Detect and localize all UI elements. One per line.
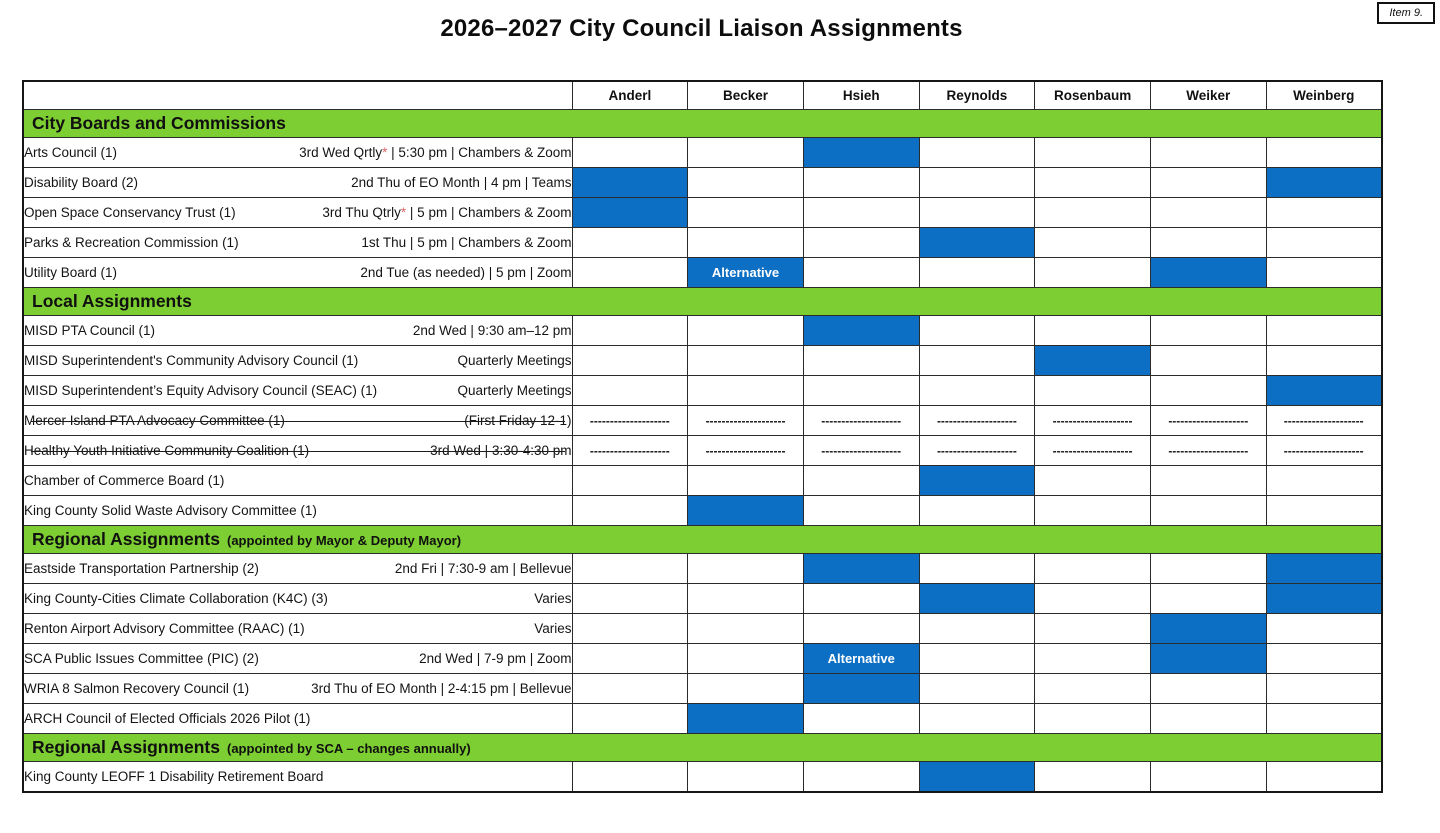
section-header	[23, 110, 1382, 138]
row-label-cell	[23, 466, 572, 496]
row-label-cell	[23, 228, 572, 258]
assignment-cell-rosenbaum	[1035, 406, 1151, 436]
vacated-dashes: --------------------	[936, 443, 1017, 458]
assignment-cell-anderl	[572, 138, 688, 168]
assignment-cell-anderl	[572, 376, 688, 406]
assignment-cell-becker	[688, 198, 804, 228]
assignment-cell-rosenbaum	[1035, 316, 1151, 346]
assignment-cell-weiker	[1150, 496, 1266, 526]
assignment-cell-weinberg	[1266, 168, 1382, 198]
assignment-cell-becker	[688, 614, 804, 644]
assignment-cell-hsieh	[803, 466, 919, 496]
row-name: WRIA 8 Salmon Recovery Council (1)	[24, 681, 250, 696]
table-row	[23, 258, 1382, 288]
section-title: Local Assignments	[32, 291, 192, 311]
vacated-dashes: --------------------	[589, 413, 670, 428]
assignment-cell-reynolds	[919, 168, 1035, 198]
section-header-row	[23, 734, 1382, 762]
assignment-cell-becker	[688, 644, 804, 674]
row-label-cell	[23, 198, 572, 228]
row-name: Utility Board (1)	[24, 265, 118, 280]
vacated-dashes: --------------------	[821, 413, 902, 428]
assignment-cell-reynolds	[919, 436, 1035, 466]
table-row	[23, 436, 1382, 466]
assignment-cell-weiker	[1150, 316, 1266, 346]
row-label-cell	[23, 704, 572, 734]
vacated-dashes: --------------------	[1283, 413, 1364, 428]
assignment-cell-rosenbaum	[1035, 704, 1151, 734]
row-label-cell	[23, 316, 572, 346]
row-schedule: 2nd Wed | 7-9 pm | Zoom	[419, 651, 572, 666]
assignment-cell-weinberg	[1266, 258, 1382, 288]
column-header-weiker: Weiker	[1150, 81, 1266, 110]
table-row	[23, 316, 1382, 346]
assignment-cell-reynolds	[919, 346, 1035, 376]
assignment-cell-reynolds	[919, 138, 1035, 168]
row-name: ARCH Council of Elected Officials 2026 Pilot (1)	[24, 711, 311, 726]
assignment-cell-hsieh	[803, 436, 919, 466]
assignment-cell-weinberg	[1266, 584, 1382, 614]
assignment-cell-weinberg	[1266, 704, 1382, 734]
row-schedule: 2nd Thu of EO Month | 4 pm | Teams	[351, 175, 572, 190]
assignment-cell-becker	[688, 406, 804, 436]
assignment-cell-becker	[688, 466, 804, 496]
vacated-dashes: --------------------	[1168, 413, 1249, 428]
assignment-cell-hsieh	[803, 138, 919, 168]
row-name: Open Space Conservancy Trust (1)	[24, 205, 236, 220]
assignment-cell-weiker	[1150, 762, 1266, 792]
assignment-cell-hsieh	[803, 704, 919, 734]
row-label-cell	[23, 138, 572, 168]
column-header-hsieh: Hsieh	[803, 81, 919, 110]
assignment-cell-becker	[688, 762, 804, 792]
assignment-cell-reynolds	[919, 644, 1035, 674]
alternative-label: Alternative	[711, 265, 780, 280]
item-badge: Item 9.	[1377, 2, 1435, 24]
assignment-cell-anderl	[572, 316, 688, 346]
assignment-cell-anderl	[572, 584, 688, 614]
assignment-cell-weiker	[1150, 584, 1266, 614]
table-row	[23, 168, 1382, 198]
assignment-cell-anderl	[572, 436, 688, 466]
assignment-cell-weinberg	[1266, 644, 1382, 674]
column-header-rosenbaum: Rosenbaum	[1035, 81, 1151, 110]
section-header	[23, 526, 1382, 554]
row-schedule: Quarterly Meetings	[457, 353, 572, 368]
assignment-cell-weiker	[1150, 346, 1266, 376]
row-name: Chamber of Commerce Board (1)	[24, 473, 225, 488]
vacated-dashes: --------------------	[1052, 443, 1133, 458]
row-name: King County-Cities Climate Collaboration (K4C) (3)	[24, 591, 328, 606]
assignment-cell-weinberg	[1266, 614, 1382, 644]
row-label-cell	[23, 762, 572, 792]
assignment-cell-hsieh	[803, 346, 919, 376]
assignment-cell-rosenbaum	[1035, 496, 1151, 526]
assignment-cell-reynolds	[919, 258, 1035, 288]
table-row	[23, 228, 1382, 258]
assignment-cell-rosenbaum	[1035, 584, 1151, 614]
assignment-cell-rosenbaum	[1035, 762, 1151, 792]
section-header	[23, 288, 1382, 316]
assignment-cell-anderl	[572, 228, 688, 258]
row-schedule: 2nd Tue (as needed) | 5 pm | Zoom	[360, 265, 572, 280]
row-name: Disability Board (2)	[24, 175, 139, 190]
assignment-cell-becker	[688, 168, 804, 198]
row-schedule: 3rd Wed Qrtly* | 5:30 pm | Chambers & Zoom	[299, 145, 572, 160]
table-row	[23, 406, 1382, 436]
row-schedule: 2nd Wed | 9:30 am–12 pm	[412, 323, 572, 338]
row-label-cell	[23, 554, 572, 584]
row-schedule: (First Friday 12-1)	[464, 413, 572, 428]
row-name: Healthy Youth Initiative Community Coalition (1)	[24, 443, 310, 458]
assignment-cell-weinberg	[1266, 554, 1382, 584]
assignment-cell-hsieh	[803, 762, 919, 792]
assignment-cell-anderl	[572, 762, 688, 792]
section-title: Regional Assignments	[32, 737, 220, 757]
assignment-cell-weiker	[1150, 376, 1266, 406]
row-schedule: 3rd Thu Qtrly* | 5 pm | Chambers & Zoom	[322, 205, 572, 220]
assignment-cell-weiker	[1150, 228, 1266, 258]
assignment-cell-weiker	[1150, 466, 1266, 496]
assignment-cell-weiker	[1150, 554, 1266, 584]
assignment-cell-becker	[688, 436, 804, 466]
row-schedule: Varies	[534, 621, 572, 636]
table-row	[23, 346, 1382, 376]
assignment-cell-weiker	[1150, 704, 1266, 734]
liaison-table	[22, 80, 1383, 793]
assignment-cell-reynolds	[919, 316, 1035, 346]
assignment-cell-reynolds	[919, 466, 1035, 496]
assignment-cell-anderl	[572, 496, 688, 526]
row-label-cell	[23, 258, 572, 288]
assignment-cell-rosenbaum	[1035, 258, 1151, 288]
assignment-cell-hsieh	[803, 376, 919, 406]
corner-cell	[23, 81, 572, 110]
row-label-cell	[23, 346, 572, 376]
assignment-cell-weinberg	[1266, 762, 1382, 792]
assignment-cell-weinberg	[1266, 228, 1382, 258]
table-row	[23, 584, 1382, 614]
column-header-becker: Becker	[688, 81, 804, 110]
assignment-cell-reynolds	[919, 496, 1035, 526]
assignment-cell-anderl	[572, 704, 688, 734]
assignment-cell-reynolds	[919, 704, 1035, 734]
assignment-cell-weinberg	[1266, 466, 1382, 496]
assignment-cell-becker	[688, 316, 804, 346]
assignment-cell-weinberg	[1266, 376, 1382, 406]
assignment-cell-weinberg	[1266, 198, 1382, 228]
row-name: Mercer Island PTA Advocacy Committee (1)	[24, 413, 285, 428]
assignment-cell-weiker	[1150, 614, 1266, 644]
assignment-cell-anderl	[572, 644, 688, 674]
table-row	[23, 496, 1382, 526]
row-name: SCA Public Issues Committee (PIC) (2)	[24, 651, 259, 666]
row-name: Arts Council (1)	[24, 145, 118, 160]
assignment-cell-anderl	[572, 406, 688, 436]
assignment-cell-weinberg	[1266, 674, 1382, 704]
row-label-cell	[23, 644, 572, 674]
assignment-cell-weinberg	[1266, 316, 1382, 346]
assignment-cell-reynolds	[919, 198, 1035, 228]
assignment-cell-anderl	[572, 554, 688, 584]
table-row	[23, 198, 1382, 228]
section-title: City Boards and Commissions	[32, 113, 286, 133]
row-label-cell	[23, 496, 572, 526]
assignment-cell-weinberg	[1266, 436, 1382, 466]
assignment-cell-hsieh	[803, 674, 919, 704]
assignment-cell-hsieh	[803, 198, 919, 228]
table-row	[23, 614, 1382, 644]
row-name: King County Solid Waste Advisory Committee (1)	[24, 503, 317, 518]
section-header-row	[23, 288, 1382, 316]
vacated-dashes: --------------------	[589, 443, 670, 458]
assignment-cell-becker	[688, 346, 804, 376]
assignment-cell-hsieh	[803, 614, 919, 644]
row-schedule: 3rd Thu of EO Month | 2-4:15 pm | Bellevue	[311, 681, 572, 696]
table-row	[23, 704, 1382, 734]
assignment-cell-rosenbaum	[1035, 554, 1151, 584]
vacated-dashes: --------------------	[1168, 443, 1249, 458]
row-schedule: 2nd Fri | 7:30-9 am | Bellevue	[394, 561, 572, 576]
assignment-cell-hsieh	[803, 258, 919, 288]
assignment-cell-rosenbaum	[1035, 198, 1151, 228]
table-row	[23, 138, 1382, 168]
assignment-cell-rosenbaum	[1035, 644, 1151, 674]
vacated-dashes: --------------------	[1052, 413, 1133, 428]
assignment-cell-hsieh	[803, 496, 919, 526]
row-label-cell	[23, 584, 572, 614]
vacated-dashes: --------------------	[705, 413, 786, 428]
vacated-dashes: --------------------	[936, 413, 1017, 428]
row-name: MISD PTA Council (1)	[24, 323, 156, 338]
assignment-cell-reynolds	[919, 406, 1035, 436]
header-row	[23, 81, 1382, 110]
section-header	[23, 734, 1382, 762]
table-row	[23, 554, 1382, 584]
assignment-cell-becker	[688, 674, 804, 704]
section-title: Regional Assignments	[32, 529, 220, 549]
assignment-cell-weiker	[1150, 198, 1266, 228]
assignment-cell-weiker	[1150, 644, 1266, 674]
assignment-cell-hsieh	[803, 554, 919, 584]
table-row	[23, 762, 1382, 792]
assignment-cell-rosenbaum	[1035, 376, 1151, 406]
table-row	[23, 644, 1382, 674]
footnote-star: *	[382, 145, 388, 160]
assignment-cell-rosenbaum	[1035, 228, 1151, 258]
page-title: 2026–2027 City Council Liaison Assignments	[440, 15, 963, 42]
alternative-label: Alternative	[827, 651, 895, 666]
column-header-reynolds: Reynolds	[919, 81, 1035, 110]
row-label-cell	[23, 674, 572, 704]
row-schedule: Varies	[534, 591, 572, 606]
assignment-cell-hsieh	[803, 406, 919, 436]
assignment-cell-weiker	[1150, 674, 1266, 704]
assignment-cell-hsieh	[803, 228, 919, 258]
row-schedule: 3rd Wed | 3:30-4:30 pm	[430, 443, 572, 458]
assignment-cell-becker	[688, 704, 804, 734]
assignment-cell-rosenbaum	[1035, 138, 1151, 168]
vacated-dashes: --------------------	[705, 443, 786, 458]
assignment-cell-becker	[688, 258, 804, 288]
assignment-cell-rosenbaum	[1035, 436, 1151, 466]
assignment-cell-hsieh	[803, 316, 919, 346]
assignment-cell-anderl	[572, 466, 688, 496]
assignment-cell-rosenbaum	[1035, 614, 1151, 644]
assignment-cell-rosenbaum	[1035, 674, 1151, 704]
assignment-cell-becker	[688, 228, 804, 258]
row-label-cell	[23, 376, 572, 406]
row-name: MISD Superintendent’s Equity Advisory Council (SEAC) (1)	[24, 383, 378, 398]
row-name: Parks & Recreation Commission (1)	[24, 235, 239, 250]
assignment-cell-rosenbaum	[1035, 346, 1151, 376]
section-subtitle: (appointed by Mayor & Deputy Mayor)	[227, 533, 462, 548]
row-label-cell	[23, 168, 572, 198]
table-row	[23, 376, 1382, 406]
assignment-cell-becker	[688, 496, 804, 526]
assignment-cell-weiker	[1150, 406, 1266, 436]
column-header-weinberg: Weinberg	[1266, 81, 1382, 110]
assignment-cell-reynolds	[919, 554, 1035, 584]
assignment-cell-rosenbaum	[1035, 168, 1151, 198]
assignment-cell-weiker	[1150, 436, 1266, 466]
row-label-cell	[23, 436, 572, 466]
table-row	[23, 466, 1382, 496]
assignment-cell-becker	[688, 554, 804, 584]
column-header-anderl: Anderl	[572, 81, 688, 110]
section-header-row	[23, 110, 1382, 138]
assignment-cell-anderl	[572, 614, 688, 644]
assignment-cell-reynolds	[919, 762, 1035, 792]
assignment-cell-rosenbaum	[1035, 466, 1151, 496]
assignment-cell-weinberg	[1266, 138, 1382, 168]
assignment-cell-reynolds	[919, 584, 1035, 614]
assignment-cell-hsieh	[803, 644, 919, 674]
assignment-cell-anderl	[572, 198, 688, 228]
assignment-cell-anderl	[572, 674, 688, 704]
assignment-cell-reynolds	[919, 674, 1035, 704]
vacated-dashes: --------------------	[821, 443, 902, 458]
table-row	[23, 674, 1382, 704]
row-name: MISD Superintendent's Community Advisory Council (1)	[24, 353, 359, 368]
assignment-cell-anderl	[572, 258, 688, 288]
assignment-cell-hsieh	[803, 168, 919, 198]
section-header-row	[23, 526, 1382, 554]
assignment-cell-becker	[688, 376, 804, 406]
row-label-cell	[23, 406, 572, 436]
assignment-cell-anderl	[572, 346, 688, 376]
assignment-cell-becker	[688, 584, 804, 614]
row-schedule: 1st Thu | 5 pm | Chambers & Zoom	[361, 235, 572, 250]
assignment-cell-weinberg	[1266, 406, 1382, 436]
assignment-cell-weinberg	[1266, 346, 1382, 376]
assignment-cell-weiker	[1150, 258, 1266, 288]
assignment-cell-weiker	[1150, 138, 1266, 168]
row-name: Eastside Transportation Partnership (2)	[24, 561, 259, 576]
assignment-cell-weiker	[1150, 168, 1266, 198]
row-label-cell	[23, 614, 572, 644]
section-subtitle: (appointed by SCA – changes annually)	[227, 741, 471, 756]
assignment-cell-reynolds	[919, 228, 1035, 258]
assignment-cell-reynolds	[919, 614, 1035, 644]
row-name: King County LEOFF 1 Disability Retirement Board	[24, 768, 324, 784]
assignment-cell-hsieh	[803, 584, 919, 614]
assignment-cell-anderl	[572, 168, 688, 198]
assignment-cell-weinberg	[1266, 496, 1382, 526]
row-schedule: Quarterly Meetings	[457, 383, 572, 398]
footnote-star: *	[400, 205, 407, 220]
assignment-cell-becker	[688, 138, 804, 168]
vacated-dashes: --------------------	[1283, 443, 1364, 458]
row-name: Renton Airport Advisory Committee (RAAC) (1)	[24, 621, 305, 636]
assignment-cell-reynolds	[919, 376, 1035, 406]
